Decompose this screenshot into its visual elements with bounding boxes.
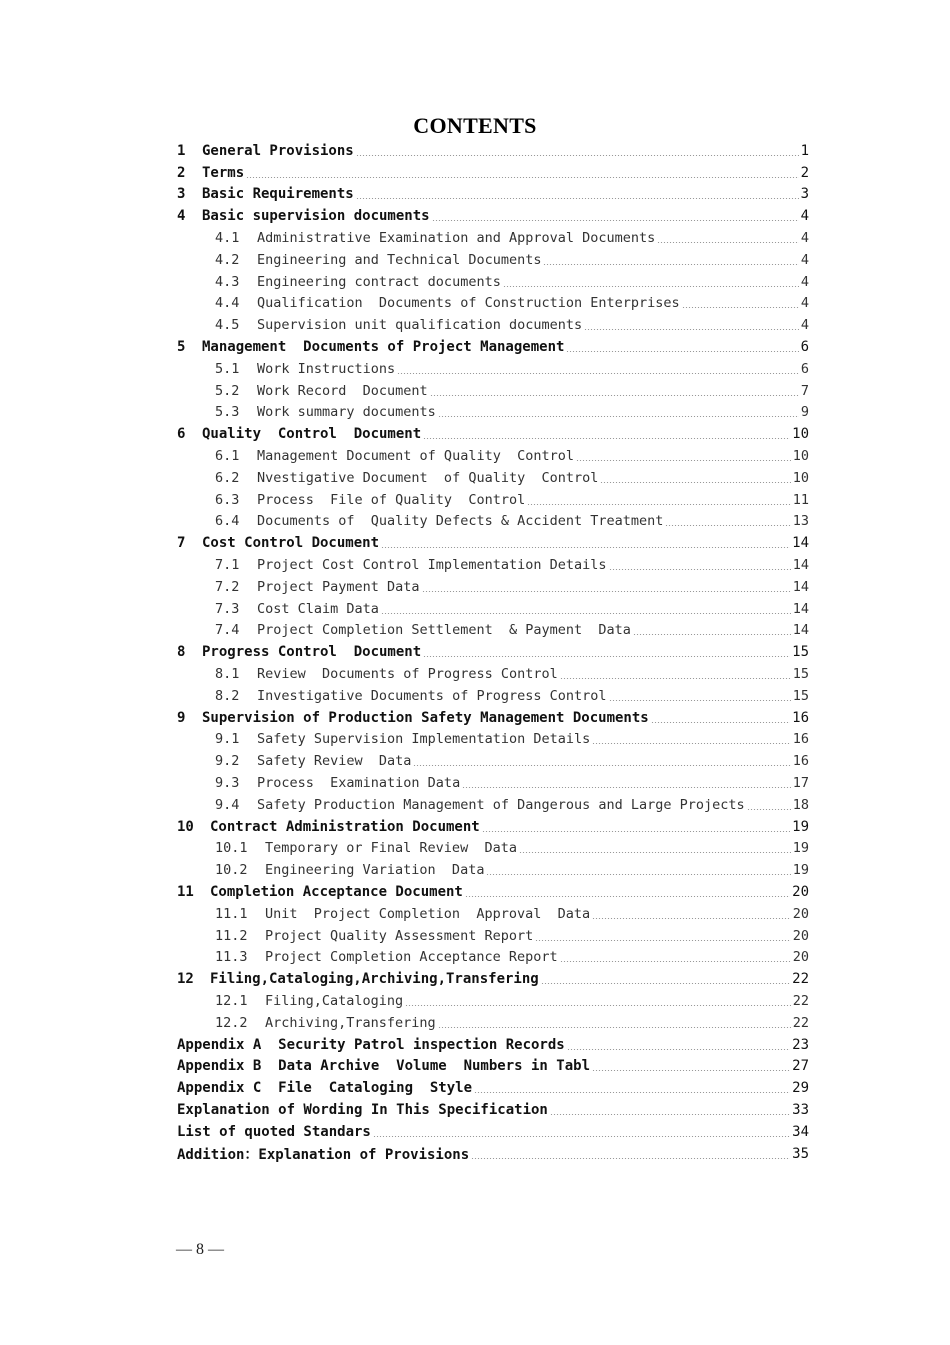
toc-entry-page-number: 10 (792, 448, 809, 465)
dot-leader (527, 504, 791, 505)
toc-entry[interactable] (177, 859, 809, 881)
toc-entry-page-number: 4 (800, 230, 809, 247)
toc-entry-page-number: 14 (792, 622, 809, 639)
dot-leader (246, 177, 798, 178)
toc-entry[interactable] (177, 423, 809, 445)
dot-leader (576, 460, 791, 461)
toc-entry[interactable] (177, 794, 809, 816)
toc-entry-number: 4.5 (215, 317, 240, 334)
toc-entry-label: List of quoted Standars (177, 1123, 371, 1140)
toc-entry-page-number: 33 (792, 1101, 809, 1118)
toc-entry-number: 7.1 (215, 557, 240, 574)
dot-leader (665, 525, 790, 526)
toc-entry[interactable] (177, 402, 809, 424)
toc-entry-number: 3 (177, 186, 186, 203)
toc-entry-label: Filing,Cataloging,Archiving,Transfering (210, 971, 539, 988)
toc-entry-label: Safety Review Data (257, 753, 412, 770)
toc-entry-number: 5.2 (215, 382, 240, 399)
toc-entry[interactable] (177, 707, 809, 729)
dot-leader (609, 700, 791, 701)
toc-entry-number: 12 (177, 971, 194, 988)
toc-entry[interactable] (177, 467, 809, 489)
toc-entry[interactable] (177, 1077, 809, 1099)
toc-entry-label: Progress Control Document (202, 644, 422, 661)
toc-entry-page-number: 4 (800, 251, 809, 268)
toc-entry[interactable] (177, 358, 809, 380)
toc-entry[interactable] (177, 641, 809, 663)
toc-entry-label: Project Quality Assessment Report (265, 927, 534, 944)
dot-leader (413, 765, 790, 766)
toc-entry-number: 6.2 (215, 469, 240, 486)
toc-entry[interactable] (177, 990, 809, 1012)
dot-leader (356, 155, 799, 156)
toc-entry-number: 4 (177, 208, 186, 225)
toc-entry[interactable] (177, 445, 809, 467)
toc-entry-number: 11 (177, 883, 194, 900)
toc-entry[interactable] (177, 620, 809, 642)
dot-leader (465, 896, 790, 897)
dot-leader (543, 264, 798, 265)
toc-entry-label: Cost Control Document (202, 535, 380, 552)
toc-entry-number: 7.2 (215, 578, 240, 595)
toc-entry-page-number: 9 (800, 404, 809, 421)
toc-entry-number: 6.1 (215, 448, 240, 465)
toc-entry[interactable] (177, 1143, 809, 1165)
toc-entry-page-number: 19 (792, 862, 809, 879)
toc-entry-label: Addition：Explanation of Provisions (177, 1146, 470, 1163)
toc-entry-page-number: 4 (800, 208, 809, 225)
dot-leader (541, 983, 790, 984)
page-number-footer: — 8 — (176, 1241, 224, 1258)
toc-entry[interactable] (177, 184, 809, 206)
toc-entry-label: Qualification Documents of Construction Enterprises (257, 295, 680, 312)
dot-leader (592, 918, 791, 919)
toc-entry[interactable] (177, 946, 809, 968)
dot-leader (550, 1114, 790, 1115)
toc-entry-page-number: 15 (792, 644, 809, 661)
toc-entry-label: Safety Production Management of Dangerous and Large Projects (257, 796, 745, 813)
dot-leader (682, 307, 799, 308)
dot-leader (657, 242, 799, 243)
toc-entry-number: 9.1 (215, 731, 240, 748)
toc-entry[interactable] (177, 685, 809, 707)
dot-leader (567, 1049, 790, 1050)
toc-entry-number: 5.1 (215, 360, 240, 377)
toc-entry-label: Project Completion Acceptance Report (265, 949, 558, 966)
toc-entry-number: 4.3 (215, 273, 240, 290)
toc-entry-page-number: 3 (800, 186, 809, 203)
toc-entry-page-number: 16 (792, 731, 809, 748)
dot-leader (432, 220, 799, 221)
dot-leader (633, 634, 791, 635)
toc-entry-number: 11.1 (215, 905, 248, 922)
toc-entry[interactable] (177, 554, 809, 576)
dot-leader (381, 613, 791, 614)
toc-entry[interactable] (177, 532, 809, 554)
toc-entry[interactable] (177, 663, 809, 685)
toc-entry-number: 2 (177, 164, 186, 181)
dot-leader (474, 1092, 790, 1093)
dot-leader (535, 940, 791, 941)
toc-entry-label: Process File of Quality Control (257, 491, 526, 508)
toc-entry-number: 10.1 (215, 840, 248, 857)
toc-entry-number: 7 (177, 535, 186, 552)
toc-entry[interactable] (177, 227, 809, 249)
toc-entry-number: 6 (177, 426, 186, 443)
toc-entry-label: Explanation of Wording In This Specification (177, 1101, 548, 1118)
toc-entry-label: Archiving,Transfering (265, 1014, 436, 1031)
toc-entry[interactable] (177, 772, 809, 794)
dot-leader (381, 547, 790, 548)
toc-entry-page-number: 13 (792, 513, 809, 530)
toc-entry-label: Engineering contract documents (257, 273, 501, 290)
toc-entry-label: Appendix C File Cataloging Style (177, 1080, 473, 1097)
dot-leader (462, 787, 791, 788)
dot-leader (560, 678, 791, 679)
toc-entry-page-number: 14 (792, 578, 809, 595)
dot-leader (430, 395, 799, 396)
toc-entry[interactable] (177, 838, 809, 860)
toc-entry[interactable] (177, 140, 809, 162)
table-of-contents (177, 140, 809, 1164)
toc-entry-number: 12.2 (215, 1014, 248, 1031)
dot-leader (592, 743, 790, 744)
toc-entry[interactable] (177, 968, 809, 990)
dot-leader (373, 1136, 790, 1137)
toc-entry-number: 12.1 (215, 992, 248, 1009)
dot-leader (747, 809, 791, 810)
toc-entry-label: Completion Acceptance Document (210, 883, 463, 900)
toc-entry[interactable] (177, 336, 809, 358)
dot-leader (600, 482, 790, 483)
toc-entry-label: Unit Project Completion Approval Data (265, 905, 591, 922)
dot-leader (560, 961, 791, 962)
toc-entry-page-number: 20 (792, 883, 809, 900)
toc-entry-page-number: 22 (792, 1014, 809, 1031)
toc-entry-page-number: 10 (792, 469, 809, 486)
dot-leader (471, 1158, 790, 1159)
toc-entry-page-number: 15 (792, 687, 809, 704)
toc-entry[interactable] (177, 271, 809, 293)
dot-leader (503, 286, 799, 287)
toc-entry-page-number: 4 (800, 273, 809, 290)
dot-leader (651, 722, 790, 723)
toc-entry[interactable] (177, 1055, 809, 1077)
toc-entry-label: Documents of Quality Defects & Accident Treatment (257, 513, 664, 530)
toc-entry-number: 8 (177, 644, 186, 661)
toc-entry-label: Supervision of Production Safety Management Documents (202, 709, 649, 726)
toc-entry-page-number: 7 (800, 382, 809, 399)
toc-entry-number: 9 (177, 709, 186, 726)
toc-entry[interactable] (177, 511, 809, 533)
dot-leader (609, 569, 791, 570)
toc-entry-page-number: 14 (792, 535, 809, 552)
toc-entry-label: Investigative Documents of Progress Control (257, 687, 607, 704)
dot-leader (423, 656, 790, 657)
toc-entry-number: 5.3 (215, 404, 240, 421)
toc-entry-page-number: 16 (792, 709, 809, 726)
toc-entry-label: Engineering and Technical Documents (257, 251, 542, 268)
toc-entry-page-number: 27 (792, 1058, 809, 1075)
toc-entry-label: Project Payment Data (257, 578, 420, 595)
toc-entry-label: Review Documents of Progress Control (257, 666, 558, 683)
toc-entry-label: Work Record Document (257, 382, 428, 399)
toc-entry-label: General Provisions (202, 142, 354, 159)
toc-entry-label: Cost Claim Data (257, 600, 379, 617)
toc-entry-page-number: 6 (800, 360, 809, 377)
toc-entry-label: Appendix B Data Archive Volume Numbers in Tabl (177, 1058, 591, 1075)
toc-entry-number: 4.2 (215, 251, 240, 268)
dot-leader (486, 874, 790, 875)
toc-entry[interactable] (177, 903, 809, 925)
dot-leader (519, 852, 791, 853)
toc-entry[interactable] (177, 162, 809, 184)
toc-entry-label: Basic Requirements (202, 186, 354, 203)
toc-entry-number: 11.3 (215, 949, 248, 966)
toc-entry-page-number: 20 (792, 927, 809, 944)
toc-entry-page-number: 19 (792, 840, 809, 857)
toc-entry-label: Contract Administration Document (210, 818, 480, 835)
dot-leader (566, 351, 798, 352)
toc-entry[interactable] (177, 489, 809, 511)
toc-entry-number: 1 (177, 142, 186, 159)
toc-entry-label: Work summary documents (257, 404, 436, 421)
dot-leader (422, 591, 791, 592)
toc-entry-page-number: 18 (792, 796, 809, 813)
toc-entry-page-number: 10 (792, 426, 809, 443)
toc-entry[interactable] (177, 598, 809, 620)
toc-entry-page-number: 19 (792, 818, 809, 835)
toc-entry-page-number: 4 (800, 295, 809, 312)
toc-entry[interactable] (177, 1099, 809, 1121)
toc-entry-number: 6.3 (215, 491, 240, 508)
toc-entry-number: 9.3 (215, 775, 240, 791)
toc-entry[interactable] (177, 293, 809, 315)
toc-entry-number: 7.4 (215, 622, 240, 639)
toc-entry-label: Nvestigative Document of Quality Control (257, 469, 599, 486)
toc-entry[interactable] (177, 1012, 809, 1034)
toc-entry-label: Administrative Examination and Approval Documents (257, 230, 656, 247)
toc-entry[interactable] (177, 816, 809, 838)
toc-entry-label: Quality Control Document (202, 426, 422, 443)
toc-entry-page-number: 1 (800, 142, 809, 159)
toc-entry-page-number: 14 (792, 600, 809, 617)
toc-entry[interactable] (177, 314, 809, 336)
toc-entry-number: 4.1 (215, 230, 240, 247)
toc-entry-label: Project Completion Settlement & Payment Data (257, 622, 631, 639)
toc-entry-page-number: 20 (792, 905, 809, 922)
toc-entry-label: Terms (202, 164, 245, 181)
toc-entry-page-number: 34 (792, 1123, 809, 1140)
toc-entry-number: 8.2 (215, 687, 240, 704)
toc-entry-page-number: 20 (792, 949, 809, 966)
toc-entry-label: Management Documents of Project Management (202, 339, 565, 356)
toc-entry[interactable] (177, 881, 809, 903)
toc-entry[interactable] (177, 576, 809, 598)
dot-leader (423, 438, 790, 439)
dot-leader (405, 1005, 791, 1006)
toc-entry-page-number: 14 (792, 557, 809, 574)
toc-entry[interactable] (177, 249, 809, 271)
dot-leader (482, 831, 790, 832)
toc-entry-number: 10.2 (215, 862, 248, 879)
toc-entry-label: Project Cost Control Implementation Details (257, 557, 607, 574)
toc-entry-label: Basic supervision documents (202, 208, 430, 225)
dot-leader (397, 373, 799, 374)
toc-entry-number: 5 (177, 339, 186, 356)
toc-entry-number: 7.3 (215, 600, 240, 617)
toc-entry-page-number: 22 (792, 992, 809, 1009)
toc-entry-page-number: 22 (792, 971, 809, 988)
toc-entry[interactable] (177, 205, 809, 227)
toc-entry-label: Safety Supervision Implementation Details (257, 731, 591, 748)
toc-entry-page-number: 17 (792, 775, 809, 791)
dot-leader (438, 1027, 791, 1028)
toc-entry-page-number: 16 (792, 753, 809, 770)
toc-entry-label: Engineering Variation Data (265, 862, 485, 879)
toc-entry-label: Appendix A Security Patrol inspection Records (177, 1036, 565, 1053)
toc-entry-number: 9.2 (215, 753, 240, 770)
toc-entry[interactable] (177, 729, 809, 751)
toc-entry[interactable] (177, 925, 809, 947)
toc-entry-number: 10 (177, 818, 194, 835)
toc-entry-number: 9.4 (215, 796, 240, 813)
toc-entry-page-number: 11 (792, 491, 809, 508)
toc-entry[interactable] (177, 1034, 809, 1056)
toc-entry[interactable] (177, 750, 809, 772)
toc-entry-label: Work Instructions (257, 360, 396, 377)
dot-leader (592, 1070, 790, 1071)
toc-entry-label: Process Examination Data (257, 775, 461, 791)
toc-entry-label: Filing,Cataloging (265, 992, 404, 1009)
toc-entry-number: 8.1 (215, 666, 240, 683)
toc-entry-number: 6.4 (215, 513, 240, 530)
toc-entry-number: 4.4 (215, 295, 240, 312)
toc-entry[interactable] (177, 380, 809, 402)
dot-leader (438, 416, 799, 417)
page-title: CONTENTS (413, 113, 537, 138)
toc-entry-label: Supervision unit qualification documents (257, 317, 583, 334)
dot-leader (584, 329, 799, 330)
toc-entry-page-number: 6 (800, 339, 809, 356)
toc-entry-page-number: 35 (792, 1145, 809, 1162)
toc-entry[interactable] (177, 1121, 809, 1143)
toc-entry-page-number: 23 (792, 1036, 809, 1053)
toc-entry-label: Temporary or Final Review Data (265, 840, 517, 857)
toc-entry-page-number: 29 (792, 1080, 809, 1097)
toc-entry-number: 11.2 (215, 927, 248, 944)
dot-leader (356, 198, 799, 199)
toc-entry-page-number: 15 (792, 666, 809, 683)
toc-entry-label: Management Document of Quality Control (257, 448, 574, 465)
toc-entry-page-number: 4 (800, 317, 809, 334)
toc-entry-page-number: 2 (800, 164, 809, 181)
